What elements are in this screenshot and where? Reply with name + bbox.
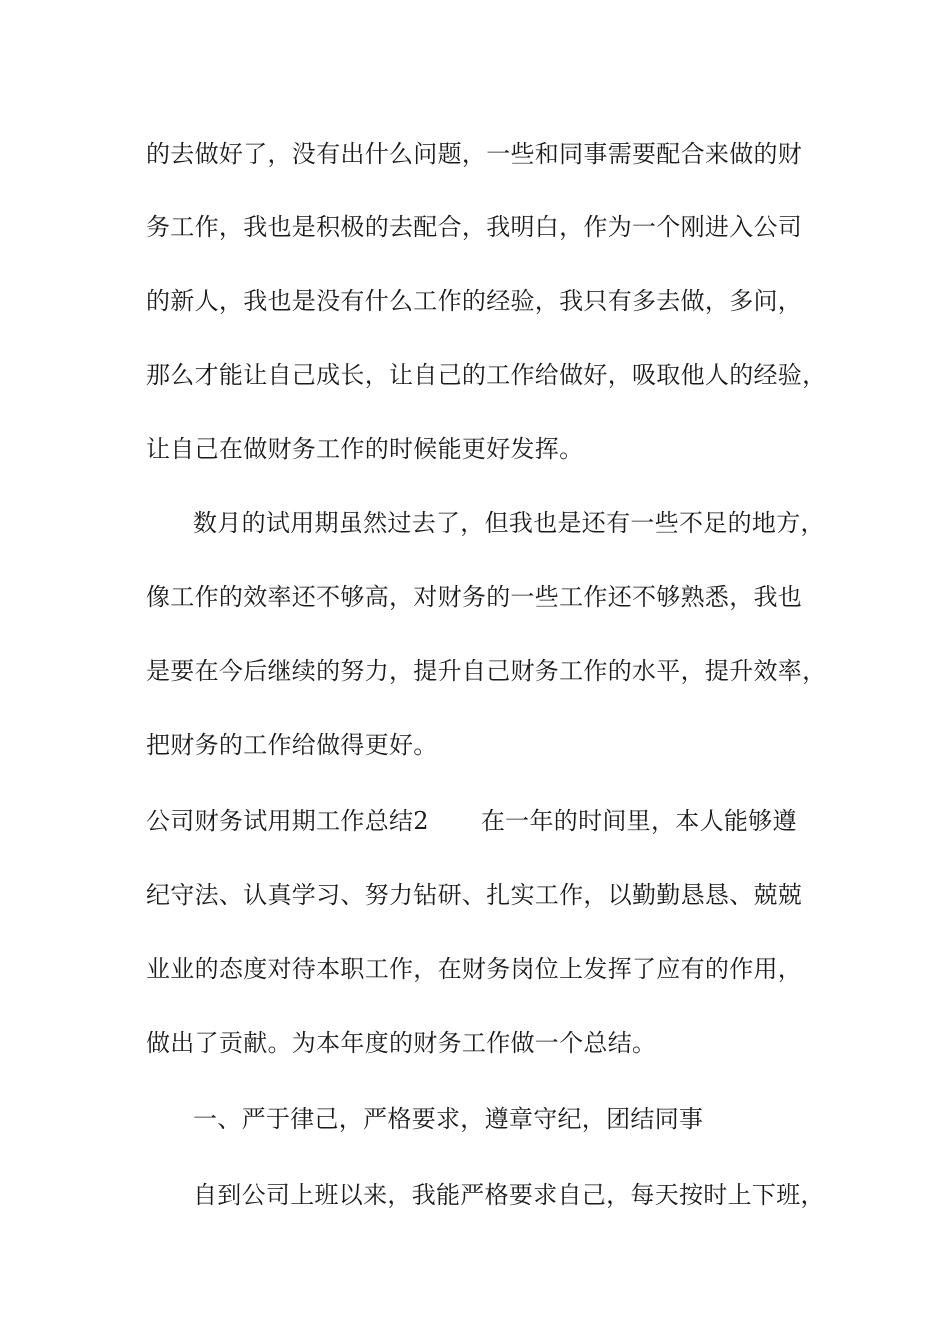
text-line: 数月的试用期虽然过去了，但我也是还有一些不足的地方， xyxy=(193,509,825,537)
text-line: 的新人，我也是没有什么工作的经验，我只有多去做，多问， xyxy=(146,287,803,315)
text-line: 把财务的工作给做得更好。 xyxy=(146,731,438,759)
text-line: 那么才能让自己成长，让自己的工作给做好，吸取他人的经验， xyxy=(146,361,827,389)
text-line: 纪守法、认真学习、努力钻研、扎实工作，以勤勤恳恳、兢兢 xyxy=(146,881,803,909)
text-line: 业业的态度对待本职工作，在财务岗位上发挥了应有的作用， xyxy=(146,955,803,983)
section-heading-line xyxy=(146,806,797,836)
text-line: 自到公司上班以来，我能严格要求自己，每天按时上下班， xyxy=(193,1181,825,1209)
text-line: 务工作，我也是积极的去配合，我明白，作为一个刚进入公司 xyxy=(146,213,803,241)
text-line: 是要在今后继续的努力，提升自己财务工作的水平，提升效率， xyxy=(146,657,827,685)
text-line: 做出了贡献。为本年度的财务工作做一个总结。 xyxy=(146,1029,657,1057)
subheading-line: 一、严于律己，严格要求，遵章守纪，团结同事 xyxy=(193,1105,704,1133)
text-line: 让自己在做财务工作的时候能更好发挥。 xyxy=(146,435,584,463)
text-segment: 在一年的时间里，本人能够遵 xyxy=(480,807,797,835)
text-line: 的去做好了，没有出什么问题，一些和同事需要配合来做的财 xyxy=(146,140,803,168)
text-line: 像工作的效率还不够高，对财务的一些工作还不够熟悉，我也 xyxy=(146,583,803,611)
section-title: 公司财务试用期工作总结2 xyxy=(146,807,429,835)
